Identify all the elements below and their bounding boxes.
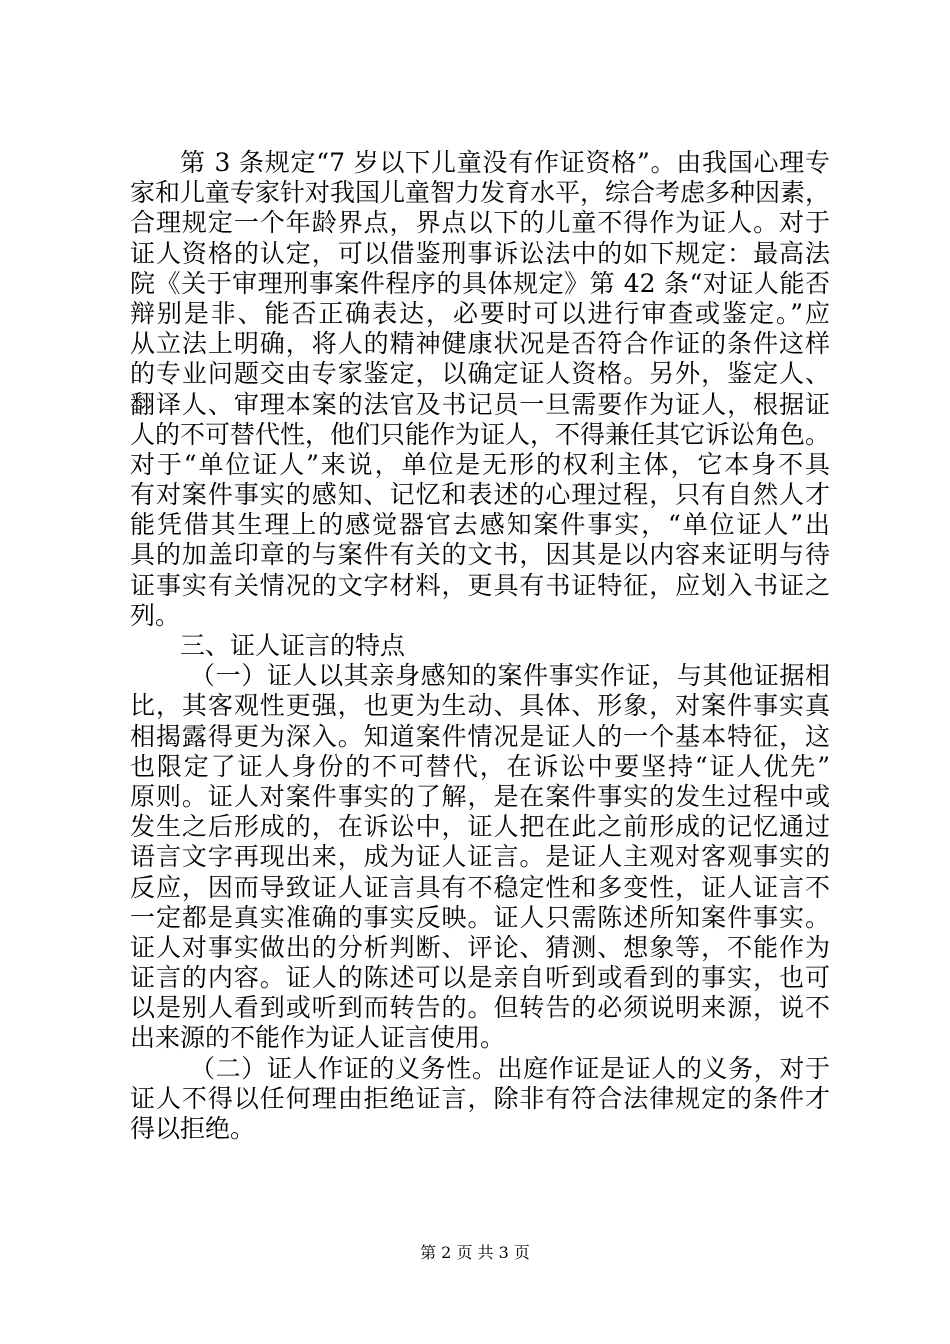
text-line: 以是别人看到或听到而转告的。但转告的必须说明来源，说不 [130,993,830,1023]
text-line: 比，其客观性更强，也更为生动、具体、形象，对案件事实真 [130,691,830,721]
text-line: （一）证人以其亲身感知的案件事实作证，与其他证据相 [190,661,830,691]
text-line: 也限定了证人身份的不可替代，在诉讼中要坚持“证人优先” [130,751,830,781]
text-line: 院《关于审理刑事案件程序的具体规定》第 42 条“对证人能否 [130,268,830,298]
text-line: 得以拒绝。 [130,1114,256,1143]
text-line: 家和儿童专家针对我国儿童智力发育水平，综合考虑多种因素， [130,178,831,208]
text-line: 证人对事实做出的分析判断、评论、猜测、想象等，不能作为 [130,932,830,962]
text-line: 第 3 条规定“7 岁以下儿童没有作证资格”。由我国心理专 [180,148,830,177]
text-line: 证言的内容。证人的陈述可以是亲自听到或看到的事实，也可 [130,963,830,993]
text-line: 合理规定一个年龄界点，界点以下的儿童不得作为证人。对于 [130,208,830,238]
text-line: 反应，因而导致证人证言具有不稳定性和多变性，证人证言不 [130,872,830,902]
text-line: 从立法上明确，将人的精神健康状况是否符合作证的条件这样 [130,329,830,359]
text-line: 证人资格的认定，可以借鉴刑事诉讼法中的如下规定：最高法 [130,238,830,268]
text-line: 发生之后形成的，在诉讼中，证人把在此之前形成的记忆通过 [130,812,830,842]
text-line: 能凭借其生理上的感觉器官去感知案件事实，“单位证人”出 [130,510,830,540]
text-line: 列。 [130,600,181,630]
text-line: 证事实有关情况的文字材料，更具有书证特征，应划入书证之 [130,570,830,600]
text-line: 辩别是非、能否正确表达，必要时可以进行审查或鉴定。”应 [130,298,830,328]
text-line: 具的加盖印章的与案件有关的文书，因其是以内容来证明与待 [130,540,830,570]
text-line: 出来源的不能作为证人证言使用。 [130,1023,506,1053]
text-line: 一定都是真实准确的事实反映。证人只需陈述所知案件事实。 [130,902,830,932]
text-line: 原则。证人对案件事实的了解，是在案件事实的发生过程中或 [130,781,830,811]
text-line: 人的不可替代性，他们只能作为证人，不得兼任其它诉讼角色。 [130,419,831,449]
text-line: 的专业问题交由专家鉴定，以确定证人资格。另外，鉴定人、 [130,359,830,389]
text-line: 有对案件事实的感知、记忆和表述的心理过程，只有自然人才 [130,480,830,510]
text-line: 对于“单位证人”来说，单位是无形的权利主体，它本身不具 [130,449,830,479]
text-line: 证人不得以任何理由拒绝证言，除非有符合法律规定的条件才 [130,1083,830,1113]
text-line: 语言文字再现出来，成为证人证言。是证人主观对客观事实的 [130,842,830,872]
text-line: 相揭露得更为深入。知道案件情况是证人的一个基本特征，这 [130,721,830,751]
text-line: （二）证人作证的义务性。出庭作证是证人的义务，对于 [190,1053,830,1083]
text-line: 翻译人、审理本案的法官及书记员一旦需要作为证人，根据证 [130,389,830,419]
page-footer: 第 2 页 共 3 页 [420,1243,530,1262]
section-heading: 三、证人证言的特点 [180,631,406,660]
body-text [130,148,830,1144]
